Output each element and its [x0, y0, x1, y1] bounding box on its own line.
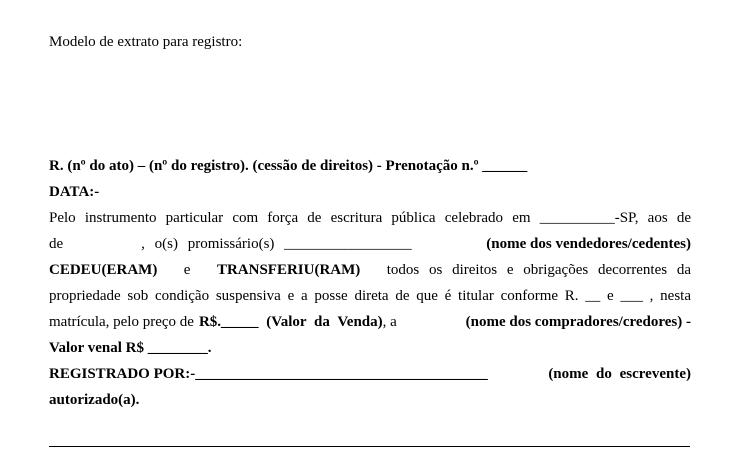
- date-label: DATA:-: [49, 184, 100, 200]
- body-line-2-sellers: (nome dos vendedores/cedentes): [486, 236, 691, 252]
- body-line-2: [49, 231, 691, 257]
- transferiu-label: TRANSFERIU(RAM): [216, 262, 361, 278]
- record-extract: [49, 153, 691, 413]
- registered-by-label: REGISTRADO POR:-_______________________________________: [49, 366, 488, 382]
- body-line-3-rest: todos os direitos e obrigações decorrentes da: [386, 262, 691, 278]
- registered-line: [49, 361, 691, 387]
- venal-value: Valor venal R$ ________.: [49, 340, 212, 356]
- body-line-5-a: , a: [382, 314, 397, 330]
- body-line-5-price-label: matrícula, pelo preço de: [49, 314, 194, 330]
- e-label: e: [183, 262, 191, 278]
- sale-value: R$._____ (Valor da Venda): [198, 314, 383, 330]
- intro-text: Modelo de extrato para registro:: [49, 34, 243, 50]
- body-line-4: propriedade sob condição suspensiva e a posse direta de que é titular conforme R. __ e ___ , nesta: [49, 288, 691, 304]
- body-line-1: Pelo instrumento particular com força de escritura pública celebrado em __________-SP, aos de: [49, 210, 691, 226]
- cedeu-label: CEDEU(ERAM): [49, 262, 158, 278]
- body-line-2-de: de: [49, 236, 64, 252]
- body-line-5: [49, 309, 691, 335]
- buyers-label: (nome dos compradores/credores) -: [465, 314, 691, 330]
- body-line-3: [49, 257, 691, 283]
- body-line-2-promissario: , o(s) promissário(s) _________________: [141, 236, 412, 252]
- clerk-note: (nome do escrevente): [548, 366, 691, 382]
- clerk-note-continued: autorizado(a).: [49, 392, 140, 408]
- record-heading: R. (nº do ato) – (nº do registro). (cessão de direitos) - Prenotação n.º ______: [49, 158, 528, 174]
- bottom-rule-line: [49, 446, 690, 447]
